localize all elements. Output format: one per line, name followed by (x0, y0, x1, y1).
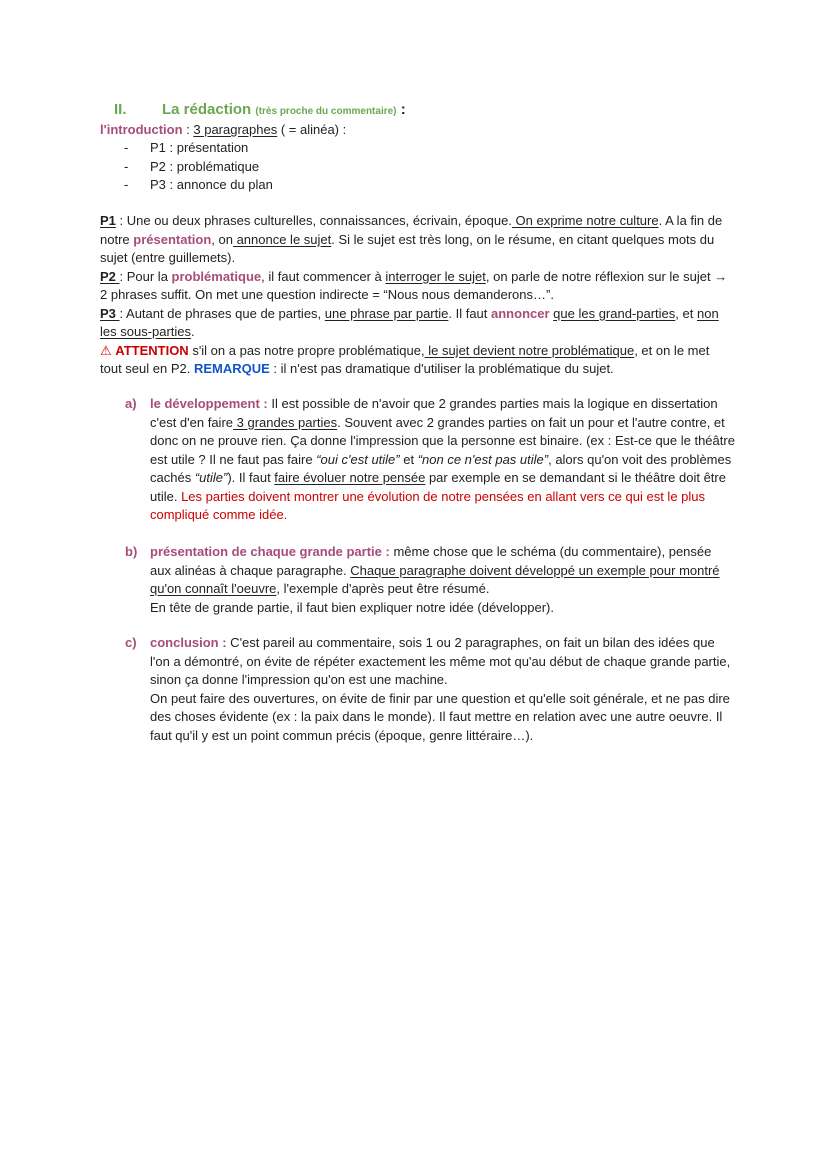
dev-c-text-2: On peut faire des ouvertures, on évite de finir par une question et qu'elle soit générale, et ne pas dire des choses évidente (ex : la paix dans le monde). Il faut mettre en relation avec une autre oeuvre. Il faut qu'il y est un point commun précis (époque, genre littéraire…). (150, 690, 730, 743)
p1-text-3: , on (211, 231, 233, 247)
dev-b-text-1: même chose que le schéma (du commentaire), pensée aux alinéas à chaque paragraphe. (150, 544, 712, 578)
p3-underline-1: une phrase par partie (324, 305, 449, 321)
attention-text-2: , et on le met tout seul en P2. (100, 342, 710, 376)
section-number: II. (114, 101, 127, 118)
p2-underline-1: interroger le sujet (385, 268, 486, 284)
p1-label: P1 (100, 213, 116, 228)
section-title-colon: : (400, 101, 406, 118)
dev-a-italic-1: “oui c'est utile” (316, 451, 400, 467)
p1-underline-1: On exprime notre culture (511, 213, 659, 228)
attention-paragraph (100, 342, 732, 379)
section-development (125, 395, 735, 525)
p3-text-5: . (191, 324, 195, 339)
section-title (100, 100, 406, 122)
intro-paragraph-list (122, 139, 273, 195)
development-label: le développement : (150, 396, 268, 411)
p3-label: P3 (100, 305, 120, 321)
conclusion-label: conclusion : (150, 635, 227, 650)
intro-sep: : (182, 122, 194, 137)
dev-a-text-3: et (399, 451, 418, 467)
dev-a-highlight: Les parties doivent montrer une évolution de notre pensées en allant vers ce qui est le plus compliqué comme idée. (150, 488, 706, 522)
p3-underline-2: que les grand-parties (553, 305, 676, 321)
p3-text-1: : Autant de phrases que de parties, (119, 305, 325, 321)
p2-keyword: problématique (171, 268, 262, 284)
p3-underline-3: non les sous-parties (100, 305, 719, 339)
dev-a-text-2: . Souvent avec 2 grandes parties on fait un pour et l'autre contre, et donc on ne prouve rien. Ça donne l'impression que la personne est binaire. (ex : Est-ce que le théâtre est utile ? Il ne faut pas faire (150, 414, 735, 467)
dev-a-text-5: ). Il faut (227, 470, 275, 485)
dev-a-italic-2: “non ce n'est pas utile” (417, 451, 549, 467)
intro-count: 3 paragraphes (193, 122, 278, 137)
attention-text-3: : il n'est pas dramatique d'utiliser la problématique du sujet. (269, 361, 614, 376)
p1-text-2: . A la fin de notre (100, 213, 723, 247)
intro-label: l'introduction (100, 122, 183, 137)
section-conclusion (125, 634, 735, 745)
intro-heading (100, 121, 346, 140)
p3-text-4: , et (675, 305, 697, 321)
p3-keyword: annoncer (491, 305, 550, 321)
attention-text-1: s'il on a pas notre propre problématique, (188, 342, 425, 358)
p1-paragraph (100, 212, 732, 268)
warning-icon: ⚠ (100, 342, 112, 358)
p1-text-4: . Si le sujet est très long, on le résume, en citant quelques mots du sujet (entre guillemets). (100, 231, 715, 265)
dev-b-text-3: En tête de grande partie, il faut bien expliquer notre idée (développer). (150, 599, 554, 615)
list-marker-c: c) (125, 635, 137, 650)
dev-c-text-1: C'est pareil au commentaire, sois 1 ou 2 paragraphes, on fait un bilan des idées que l'on a démontré, on évite de répéter exactement les même mot qu'au début de chaque grande partie, sinon ça donne l'impression qu'on est une machine. (150, 635, 731, 687)
section-grande-partie (125, 543, 735, 617)
attention-label: ATTENTION (115, 342, 189, 358)
dev-b-text-2: , l'exemple d'après peut être résumé. (276, 581, 490, 596)
attention-underline-1: le sujet devient notre problématique (424, 342, 635, 358)
remark-label: REMARQUE (193, 361, 270, 376)
p1-text-1: : Une ou deux phrases culturelles, connaissances, écrivain, époque. (115, 213, 512, 228)
p2-text-1: : Pour la (119, 268, 172, 284)
intro-rest: ( = alinéa) : (277, 122, 347, 137)
list-marker-a: a) (125, 396, 137, 411)
dev-a-text-4: , alors qu'on voit des problèmes cachés (150, 451, 732, 485)
p3-text-2: . Il faut (448, 305, 492, 321)
section-title-main: La rédaction (162, 101, 252, 118)
list-marker-b: b) (125, 544, 138, 559)
list-item: - P1 : présentation (122, 139, 273, 158)
p2-paragraph (100, 268, 732, 305)
dev-a-text-1: Il est possible de n'avoir que 2 grandes parties mais la logique en dissertation c'est d'en faire (150, 396, 718, 430)
dev-b-underline-1: Chaque paragraphe doivent développé un exemple pour montré qu'on connaît l'oeuvre (150, 562, 720, 596)
intro-details (100, 212, 732, 379)
dev-a-text-6: par exemple en se demandant si le théâtre doit être utile. (150, 470, 726, 504)
p3-paragraph (100, 305, 732, 342)
grande-partie-label: présentation de chaque grande partie : (150, 544, 390, 559)
list-item: - P2 : problématique (122, 158, 273, 177)
p2-text-3: , on parle de notre réflexion sur le sujet → 2 phrases suffit. On met une question indirecte = “Nous nous demanderons…”. (100, 268, 728, 302)
p2-label: P2 (100, 268, 120, 284)
section-title-note: (très proche du commentaire) (255, 106, 397, 117)
dev-a-underline-1: 3 grandes parties (233, 414, 338, 430)
p1-keyword: présentation (133, 231, 212, 247)
p2-text-2: , il faut commencer à (261, 268, 386, 284)
p1-underline-2: annonce le sujet (232, 231, 332, 247)
list-item: - P3 : annonce du plan (122, 176, 273, 195)
dev-a-italic-3: “utile” (194, 470, 228, 485)
dev-a-underline-2: faire évoluer notre pensée (274, 470, 426, 485)
